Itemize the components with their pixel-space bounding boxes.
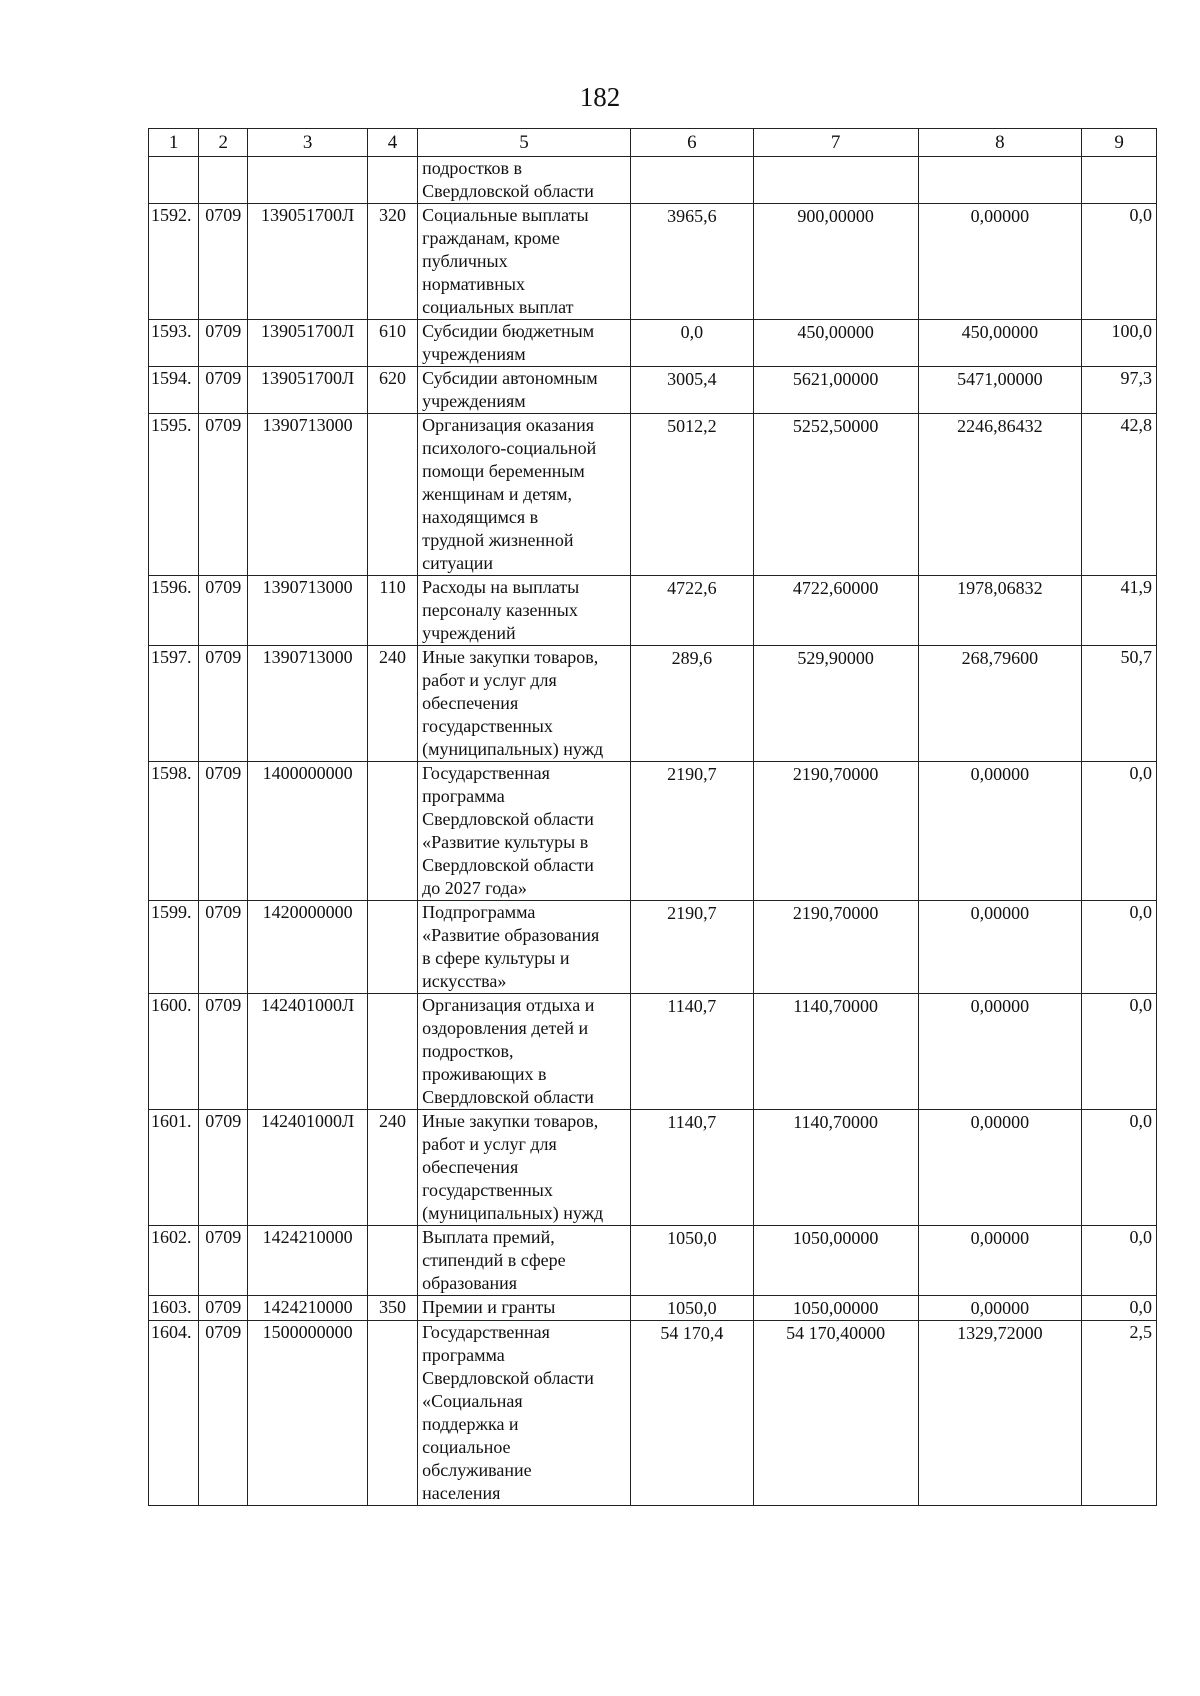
value-col6-cell: 1140,7	[630, 1110, 753, 1226]
section-code-cell: 0709	[199, 646, 248, 762]
header-cell: 4	[367, 129, 417, 157]
percent-col9-cell	[1082, 157, 1157, 204]
header-cell: 1	[149, 129, 199, 157]
table-body	[149, 157, 1157, 1506]
table-row	[149, 762, 1157, 901]
target-code-cell: 139051700Л	[248, 367, 368, 414]
percent-col9-cell: 0,0	[1082, 1226, 1157, 1296]
target-code-cell: 142401000Л	[248, 1110, 368, 1226]
percent-col9-cell: 0,0	[1082, 762, 1157, 901]
item-name-cell: Организация оказания психолого-социальной помощи беременным женщинам и детям, находящимся в трудной жизненной ситуации	[418, 414, 631, 576]
section-code-cell: 0709	[199, 576, 248, 646]
expense-type-cell	[367, 762, 417, 901]
target-code-cell: 142401000Л	[248, 994, 368, 1110]
item-name-cell: Иные закупки товаров, работ и услуг для обеспечения государственных (муниципальных) нужд	[418, 1110, 631, 1226]
section-code-cell: 0709	[199, 1226, 248, 1296]
expense-type-cell	[367, 901, 417, 994]
expense-type-cell	[367, 1226, 417, 1296]
value-col7-cell: 1140,70000	[753, 994, 918, 1110]
value-col7-cell: 4722,60000	[753, 576, 918, 646]
section-code-cell: 0709	[199, 320, 248, 367]
value-col8-cell	[918, 157, 1082, 204]
target-code-cell: 139051700Л	[248, 204, 368, 320]
value-col7-cell: 1140,70000	[753, 1110, 918, 1226]
row-number-cell: 1601.	[149, 1110, 199, 1226]
row-number-cell: 1592.	[149, 204, 199, 320]
percent-col9-cell: 0,0	[1082, 1110, 1157, 1226]
table-row	[149, 646, 1157, 762]
value-col7-cell: 529,90000	[753, 646, 918, 762]
item-name-cell: Расходы на выплаты персоналу казенных учреждений	[418, 576, 631, 646]
value-col7-cell: 1050,00000	[753, 1226, 918, 1296]
target-code-cell: 1390713000	[248, 576, 368, 646]
value-col7-cell: 2190,70000	[753, 762, 918, 901]
header-cell: 3	[248, 129, 368, 157]
row-number-cell: 1598.	[149, 762, 199, 901]
target-code-cell: 1420000000	[248, 901, 368, 994]
value-col7-cell: 1050,00000	[753, 1296, 918, 1321]
value-col8-cell: 0,00000	[918, 762, 1082, 901]
page-number: 182	[579, 82, 621, 112]
row-number-cell: 1597.	[149, 646, 199, 762]
section-code-cell: 0709	[199, 1321, 248, 1506]
row-number-cell	[149, 157, 199, 204]
header-cell: 9	[1082, 129, 1157, 157]
value-col7-cell	[753, 157, 918, 204]
item-name-cell: Субсидии бюджетным учреждениям	[418, 320, 631, 367]
target-code-cell: 1400000000	[248, 762, 368, 901]
item-name-cell: Выплата премий, стипендий в сфере образования	[418, 1226, 631, 1296]
table-row	[149, 1321, 1157, 1506]
value-col6-cell: 3965,6	[630, 204, 753, 320]
value-col6-cell: 1050,0	[630, 1226, 753, 1296]
target-code-cell: 139051700Л	[248, 320, 368, 367]
value-col8-cell: 0,00000	[918, 901, 1082, 994]
item-name-cell: Иные закупки товаров, работ и услуг для обеспечения государственных (муниципальных) нужд	[418, 646, 631, 762]
value-col6-cell: 5012,2	[630, 414, 753, 576]
target-code-cell: 1424210000	[248, 1296, 368, 1321]
value-col6-cell: 1050,0	[630, 1296, 753, 1321]
table-row	[149, 901, 1157, 994]
table-row	[149, 1226, 1157, 1296]
value-col7-cell: 450,00000	[753, 320, 918, 367]
row-number-cell: 1603.	[149, 1296, 199, 1321]
value-col8-cell: 0,00000	[918, 204, 1082, 320]
row-number-cell: 1596.	[149, 576, 199, 646]
expense-type-cell	[367, 157, 417, 204]
value-col7-cell: 54 170,40000	[753, 1321, 918, 1506]
percent-col9-cell: 0,0	[1082, 204, 1157, 320]
table-row	[149, 1296, 1157, 1321]
table-row	[149, 367, 1157, 414]
row-number-cell: 1604.	[149, 1321, 199, 1506]
section-code-cell: 0709	[199, 367, 248, 414]
percent-col9-cell: 2,5	[1082, 1321, 1157, 1506]
value-col7-cell: 900,00000	[753, 204, 918, 320]
budget-table	[148, 128, 1157, 1506]
row-number-cell: 1594.	[149, 367, 199, 414]
target-code-cell: 1390713000	[248, 414, 368, 576]
item-name-cell: Государственная программа Свердловской области «Развитие культуры в Свердловской области до 2027 года»	[418, 762, 631, 901]
percent-col9-cell: 0,0	[1082, 901, 1157, 994]
expense-type-cell	[367, 994, 417, 1110]
header-cell: 2	[199, 129, 248, 157]
target-code-cell: 1390713000	[248, 646, 368, 762]
item-name-cell: Социальные выплаты гражданам, кроме публичных нормативных социальных выплат	[418, 204, 631, 320]
percent-col9-cell: 100,0	[1082, 320, 1157, 367]
value-col7-cell: 5252,50000	[753, 414, 918, 576]
section-code-cell: 0709	[199, 994, 248, 1110]
value-col8-cell: 268,79600	[918, 646, 1082, 762]
value-col8-cell: 0,00000	[918, 1296, 1082, 1321]
target-code-cell: 1500000000	[248, 1321, 368, 1506]
section-code-cell: 0709	[199, 1296, 248, 1321]
table-row	[149, 1110, 1157, 1226]
header-cell: 6	[630, 129, 753, 157]
expense-type-cell: 610	[367, 320, 417, 367]
row-number-cell: 1599.	[149, 901, 199, 994]
expense-type-cell: 350	[367, 1296, 417, 1321]
expense-type-cell	[367, 1321, 417, 1506]
item-name-cell: Организация отдыха и оздоровления детей и подростков, проживающих в Свердловской области	[418, 994, 631, 1110]
expense-type-cell: 240	[367, 1110, 417, 1226]
table-row	[149, 204, 1157, 320]
expense-type-cell	[367, 414, 417, 576]
section-code-cell	[199, 157, 248, 204]
value-col7-cell: 2190,70000	[753, 901, 918, 994]
value-col8-cell: 0,00000	[918, 1110, 1082, 1226]
percent-col9-cell: 0,0	[1082, 994, 1157, 1110]
percent-col9-cell: 50,7	[1082, 646, 1157, 762]
percent-col9-cell: 97,3	[1082, 367, 1157, 414]
value-col8-cell: 0,00000	[918, 994, 1082, 1110]
section-code-cell: 0709	[199, 762, 248, 901]
value-col6-cell: 1140,7	[630, 994, 753, 1110]
table-row	[149, 414, 1157, 576]
value-col6-cell: 289,6	[630, 646, 753, 762]
section-code-cell: 0709	[199, 1110, 248, 1226]
row-number-cell: 1593.	[149, 320, 199, 367]
table-row	[149, 994, 1157, 1110]
value-col8-cell: 1978,06832	[918, 576, 1082, 646]
percent-col9-cell: 0,0	[1082, 1296, 1157, 1321]
item-name-cell: подростков в Свердловской области	[418, 157, 631, 204]
table-row	[149, 320, 1157, 367]
value-col6-cell: 3005,4	[630, 367, 753, 414]
value-col6-cell: 2190,7	[630, 901, 753, 994]
value-col6-cell: 54 170,4	[630, 1321, 753, 1506]
value-col6-cell	[630, 157, 753, 204]
value-col8-cell: 2246,86432	[918, 414, 1082, 576]
value-col7-cell: 5621,00000	[753, 367, 918, 414]
item-name-cell: Субсидии автономным учреждениям	[418, 367, 631, 414]
value-col6-cell: 2190,7	[630, 762, 753, 901]
expense-type-cell: 620	[367, 367, 417, 414]
section-code-cell: 0709	[199, 204, 248, 320]
value-col8-cell: 5471,00000	[918, 367, 1082, 414]
value-col8-cell: 450,00000	[918, 320, 1082, 367]
item-name-cell: Подпрограмма «Развитие образования в сфере культуры и искусства»	[418, 901, 631, 994]
expense-type-cell: 240	[367, 646, 417, 762]
row-number-cell: 1595.	[149, 414, 199, 576]
percent-col9-cell: 42,8	[1082, 414, 1157, 576]
target-code-cell: 1424210000	[248, 1226, 368, 1296]
table-row	[149, 157, 1157, 204]
item-name-cell: Государственная программа Свердловской области «Социальная поддержка и социальное обслуживание населения	[418, 1321, 631, 1506]
header-cell: 8	[918, 129, 1082, 157]
value-col6-cell: 0,0	[630, 320, 753, 367]
value-col6-cell: 4722,6	[630, 576, 753, 646]
header-cell: 5	[418, 129, 631, 157]
target-code-cell	[248, 157, 368, 204]
table-row	[149, 576, 1157, 646]
percent-col9-cell: 41,9	[1082, 576, 1157, 646]
header-cell: 7	[753, 129, 918, 157]
header-row	[149, 129, 1157, 157]
item-name-cell: Премии и гранты	[418, 1296, 631, 1321]
value-col8-cell: 0,00000	[918, 1226, 1082, 1296]
section-code-cell: 0709	[199, 901, 248, 994]
expense-type-cell: 110	[367, 576, 417, 646]
value-col8-cell: 1329,72000	[918, 1321, 1082, 1506]
section-code-cell: 0709	[199, 414, 248, 576]
expense-type-cell: 320	[367, 204, 417, 320]
row-number-cell: 1602.	[149, 1226, 199, 1296]
row-number-cell: 1600.	[149, 994, 199, 1110]
